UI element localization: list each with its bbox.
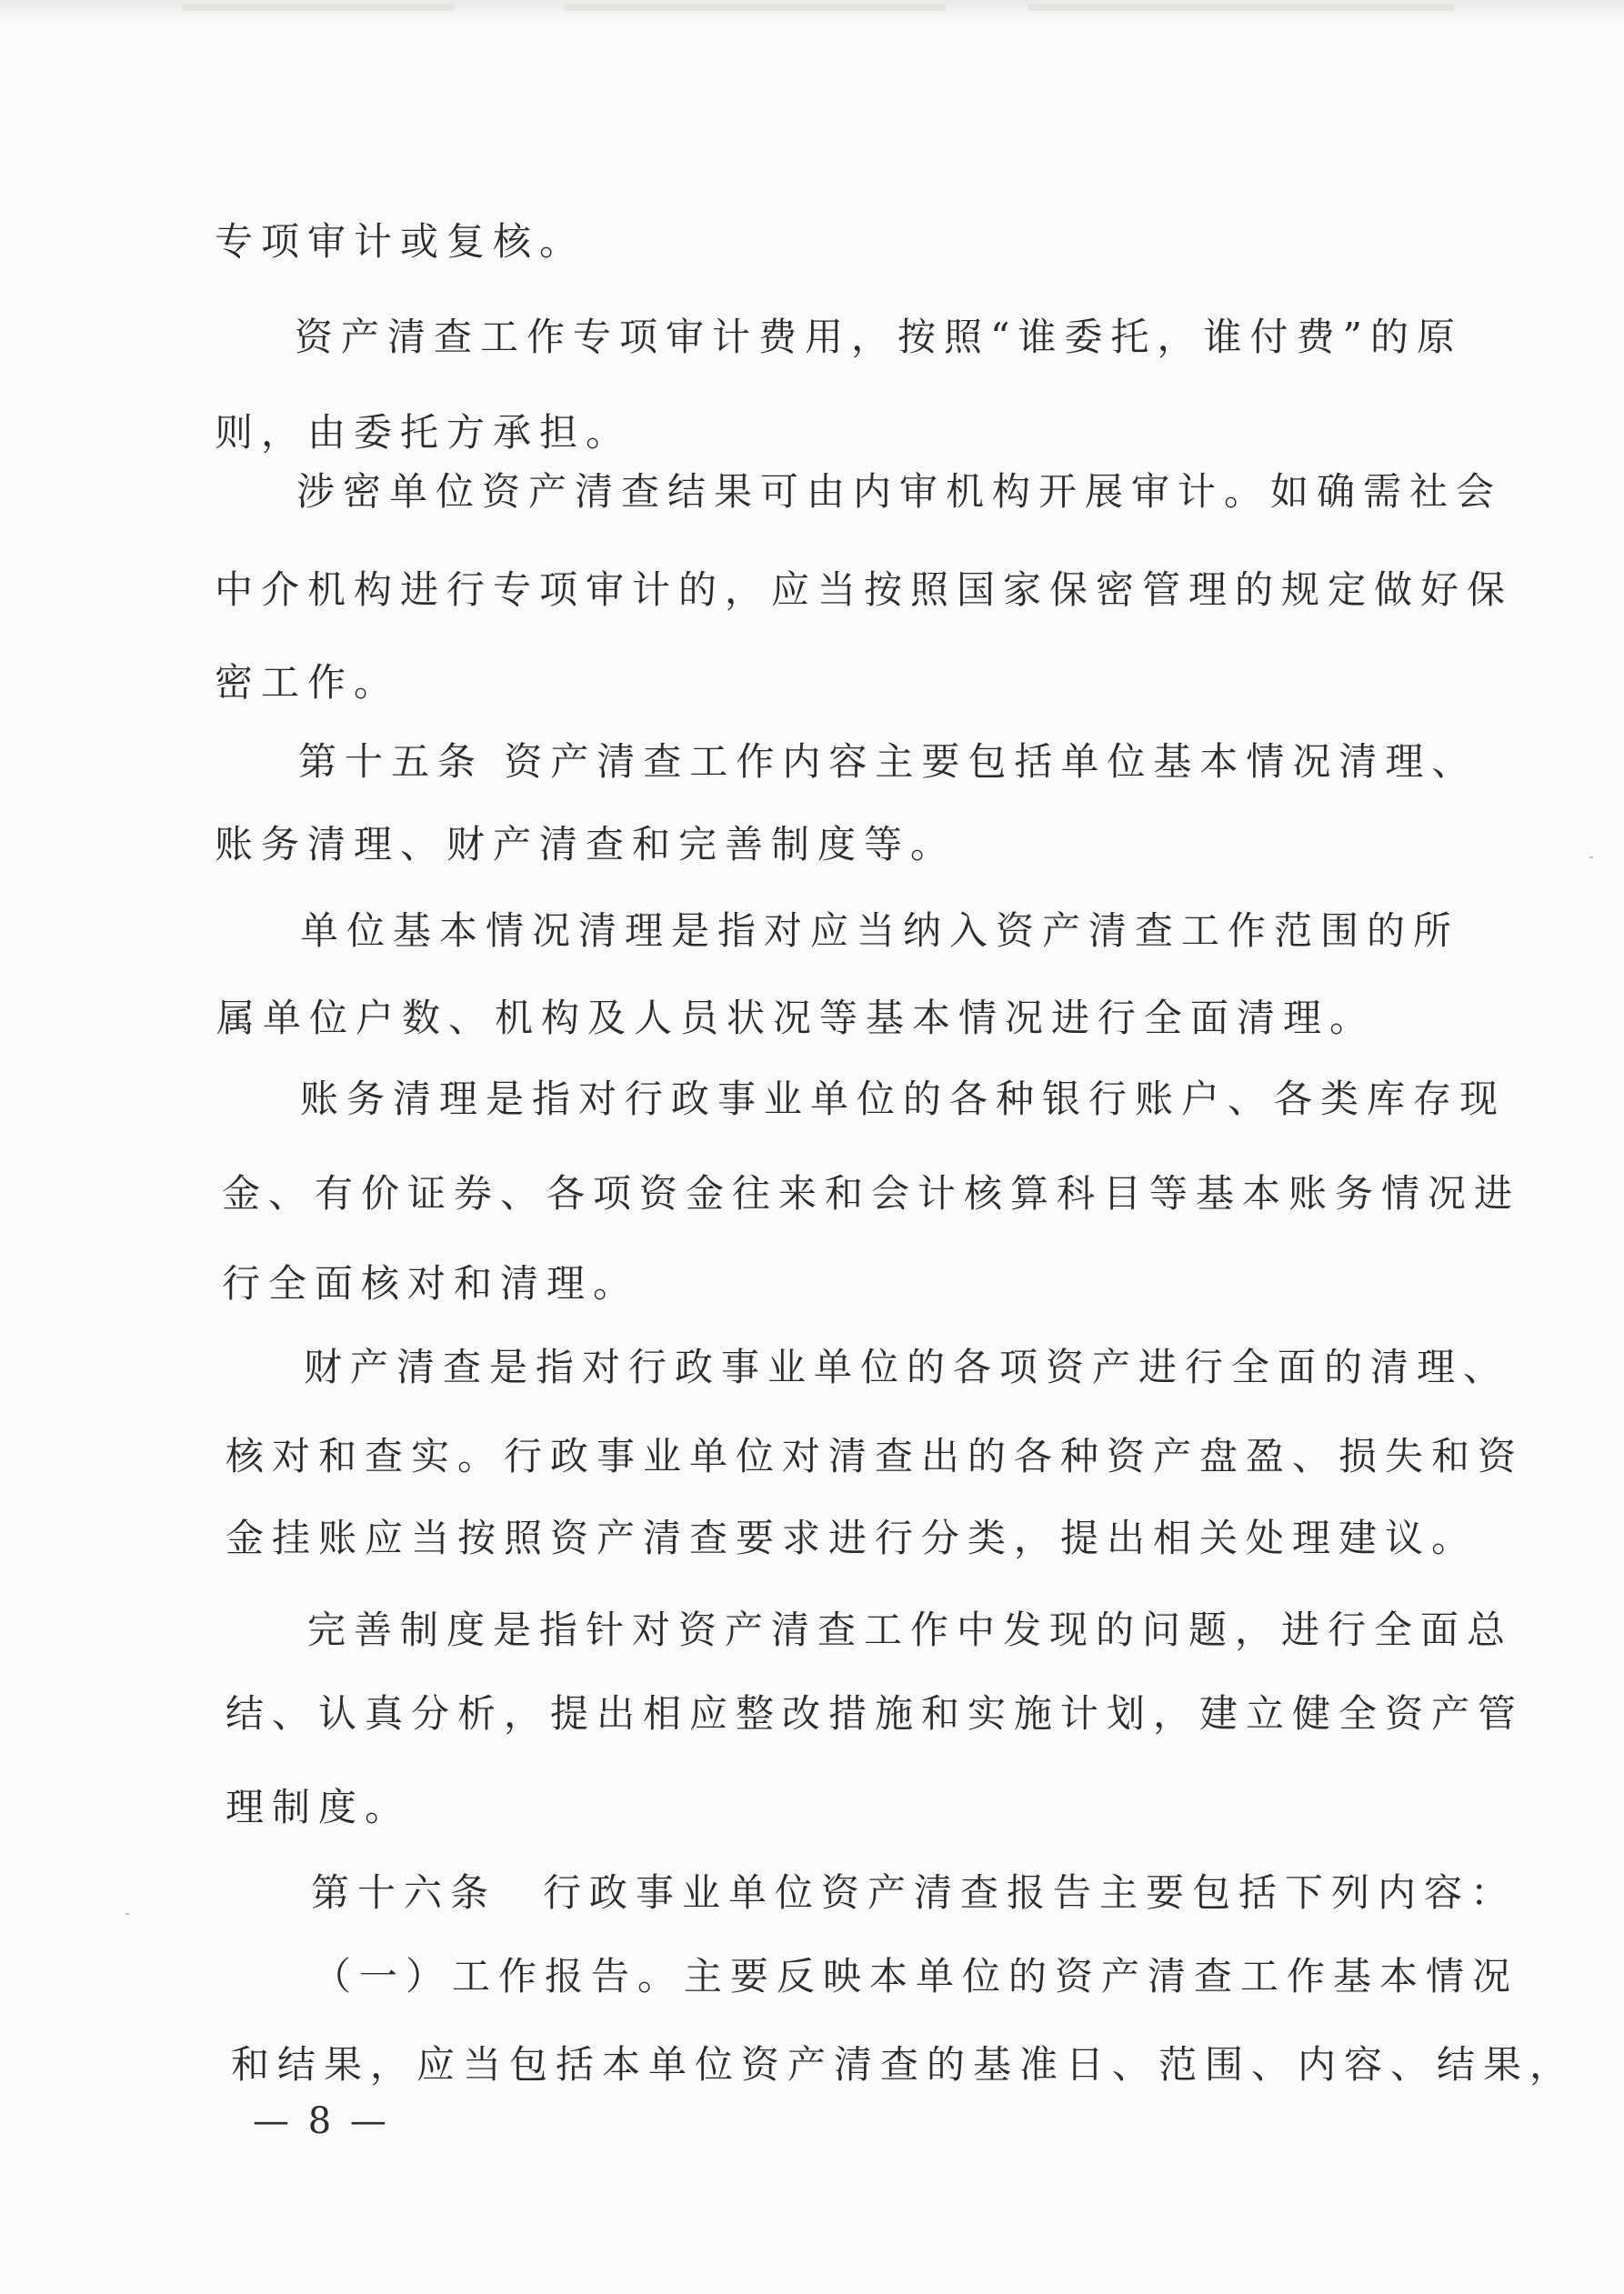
text-line: 完善制度是指针对资产清查工作中发现的问题，进行全面总 — [307, 1608, 1514, 1652]
text-line: 涉密单位资产清查结果可由内审机构开展审计。如确需社会 — [296, 469, 1503, 514]
text-line: 财产清查是指对行政事业单位的各项资产进行全面的清理、 — [304, 1345, 1510, 1389]
scan-speck — [1589, 856, 1593, 858]
text-line: 专项审计或复核。 — [215, 219, 586, 264]
text-line: 金、有价证券、各项资金往来和会计核算科目等基本账务情况进 — [222, 1171, 1521, 1216]
text-line: 核对和查实。行政事业单位对清查出的各种资产盘盈、损失和资 — [226, 1434, 1525, 1478]
text-line: 行全面核对和清理。 — [222, 1261, 640, 1306]
text-line: 理制度。 — [226, 1785, 412, 1829]
text-line: 和结果，应当包括本单位资产清查的基准日、范围、内容、结果， — [231, 2042, 1577, 2087]
text-line: 账务清理是指对行政事业单位的各种银行账户、各类库存现 — [300, 1077, 1507, 1121]
scan-speck — [125, 1913, 129, 1915]
text-line: 则，由委托方承担。 — [215, 410, 633, 455]
text-line: 第十六条 行政事业单位资产清查报告主要包括下列内容： — [311, 1870, 1518, 1915]
text-line: 账务清理、财产清查和完善制度等。 — [215, 822, 957, 867]
text-line: 金挂账应当按照资产清查要求进行分类，提出相关处理建议。 — [226, 1516, 1479, 1560]
text-line: 中介机构进行专项审计的，应当按照国家保密管理的规定做好保 — [215, 567, 1514, 612]
page-number: — 8 — — [253, 2100, 390, 2142]
text-line: 单位基本情况清理是指对应当纳入资产清查工作范围的所 — [300, 908, 1460, 953]
text-line: 属单位户数、机构及人员状况等基本情况进行全面清理。 — [216, 996, 1377, 1040]
text-line: 密工作。 — [215, 660, 401, 705]
text-line: 资产清查工作专项审计费用，按照“谁委托，谁付费”的原 — [295, 315, 1463, 359]
text-line: 结、认真分析，提出相应整改措施和实施计划，建立健全资产管 — [226, 1691, 1525, 1736]
text-line: 第十五条 资产清查工作内容主要包括单位基本情况清理、 — [298, 739, 1479, 784]
text-line: （一）工作报告。主要反映本单位的资产清查工作基本情况 — [313, 1954, 1519, 1998]
